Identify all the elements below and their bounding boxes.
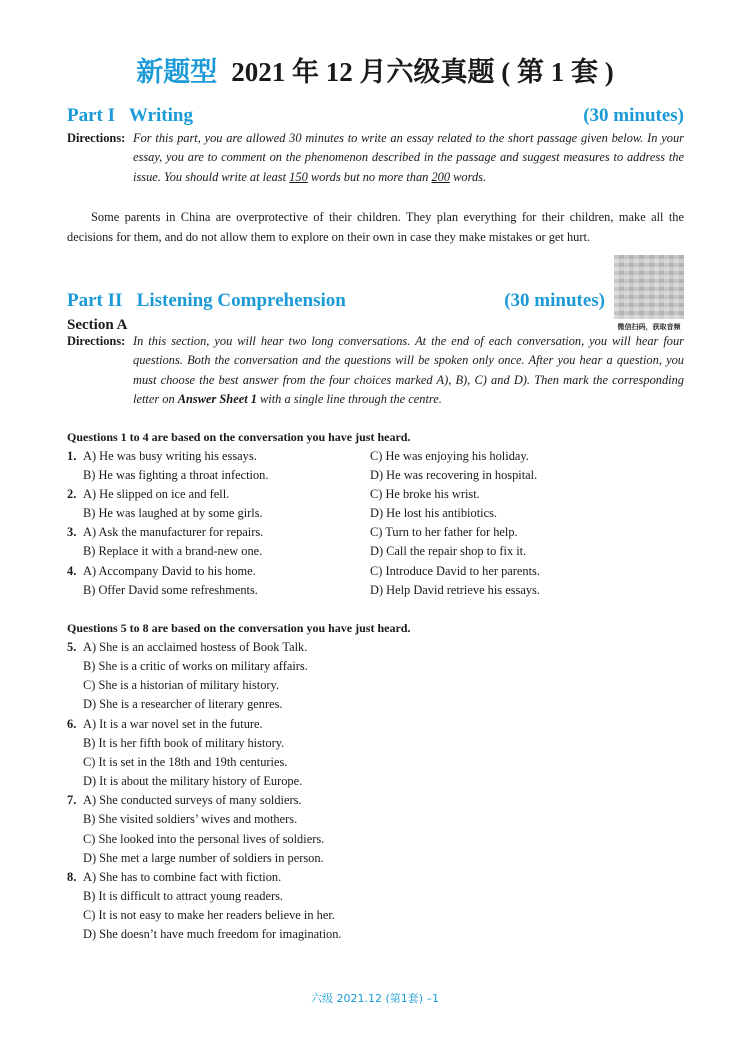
- part2-directions-1: In this section, you will hear two long conversations. At the end of each conversation, you will hear four questions. Both the conversation and the questions will be spoken only once. After you hear a question, you must choose the best answer from the four choices marked A), B), C) and D). Then mark the corresponding letter on: [133, 334, 684, 407]
- part1-directions-1: For this part, you are allowed 30 minutes to write an essay related to the short passage given below. In your essay, you are to comment on the phenomenon described in the passage and suggest measures to address the issue. You should write at least: [133, 131, 684, 184]
- part1-heading: [67, 104, 684, 128]
- option-a: A) It is a war novel set in the future.: [83, 717, 263, 731]
- option-d: D) Help David retrieve his essays.: [370, 583, 540, 597]
- group2-heading: Questions 5 to 8 are based on the conversation you have just heard.: [67, 621, 411, 635]
- question-number: 4.: [67, 564, 77, 578]
- option-c: C) She looked into the personal lives of soldiers.: [83, 832, 325, 846]
- page-footer: 六级 2021.12 (第1套) –1: [310, 992, 440, 1005]
- question-number: 1.: [67, 449, 77, 463]
- option-d: D) It is about the military history of Europe.: [83, 774, 303, 788]
- part1-words-min: 150: [289, 169, 308, 184]
- option-a: A) Accompany David to his home.: [83, 564, 256, 578]
- option-b: B) She visited soldiers’ wives and mothers.: [83, 812, 298, 826]
- option-d: D) She is a researcher of literary genres.: [83, 697, 283, 711]
- part2-directions-label: Directions:: [67, 334, 126, 348]
- option-d: D) He lost his antibiotics.: [370, 506, 497, 520]
- option-b: B) Offer David some refreshments.: [83, 583, 258, 597]
- part1-heading-text: Part I Writing: [67, 105, 193, 126]
- page-title: [0, 52, 750, 92]
- option-a: A) She has to combine fact with fiction.: [83, 870, 282, 884]
- option-c: C) It is set in the 18th and 19th centuries.: [83, 755, 288, 769]
- question-number: 2.: [67, 487, 77, 501]
- part2-directions: [67, 332, 684, 410]
- option-a: A) She is an acclaimed hostess of Book Talk.: [83, 640, 308, 654]
- section-a-heading: Section A: [67, 317, 128, 333]
- option-a: A) He was busy writing his essays.: [83, 449, 257, 463]
- option-b: B) Replace it with a brand-new one.: [83, 544, 263, 558]
- question-number: 3.: [67, 525, 77, 539]
- group1-heading: Questions 1 to 4 are based on the conversation you have just heard.: [67, 430, 411, 444]
- part2-time: (30 minutes): [504, 290, 605, 311]
- question-number: 8.: [67, 870, 77, 884]
- part1-directions-3: words.: [450, 169, 487, 184]
- question-number: 6.: [67, 717, 77, 731]
- part2-directions-text: [133, 332, 684, 410]
- part1-directions: [67, 129, 684, 187]
- part2-heading: [67, 289, 605, 313]
- option-a: A) He slipped on ice and fell.: [83, 487, 230, 501]
- option-b: B) He was laughed at by some girls.: [83, 506, 263, 520]
- part1-directions-label: Directions:: [67, 131, 126, 145]
- option-b: B) She is a critic of works on military affairs.: [83, 659, 308, 673]
- option-d: D) She doesn’t have much freedom for imagination.: [83, 927, 342, 941]
- option-c: C) He broke his wrist.: [370, 487, 480, 501]
- part2-directions-2: with a single line through the centre.: [256, 392, 442, 407]
- answer-sheet-ref: Answer Sheet 1: [177, 392, 257, 407]
- part1-passage: Some parents in China are overprotective of their children. They plan everything for their children, make all the decisions for them, and do not allow them to explore on their own in case they make mistakes or get hurt.: [67, 210, 684, 244]
- question-number: 5.: [67, 640, 77, 654]
- question-number: 7.: [67, 793, 77, 807]
- qr-code[interactable]: [614, 255, 684, 319]
- part1-words-max: 200: [431, 169, 451, 184]
- option-a: A) Ask the manufacturer for repairs.: [83, 525, 264, 539]
- option-a: A) She conducted surveys of many soldiers.: [83, 793, 302, 807]
- option-c: C) He was enjoying his holiday.: [370, 449, 529, 463]
- part1-directions-2: words but no more than: [307, 169, 432, 184]
- option-c: C) Introduce David to her parents.: [370, 564, 540, 578]
- part1-directions-text: [133, 129, 684, 187]
- qr-caption: 微信扫码，获取音频: [617, 323, 681, 331]
- option-d: D) He was recovering in hospital.: [370, 468, 538, 482]
- option-d: D) Call the repair shop to fix it.: [370, 544, 527, 558]
- option-c: C) She is a historian of military history.: [83, 678, 280, 692]
- option-b: B) It is her fifth book of military history.: [83, 736, 285, 750]
- part1-time: (30 minutes): [583, 105, 684, 126]
- option-b: B) He was fighting a throat infection.: [83, 468, 269, 482]
- title-main: 2021 年 12 月六级真题 ( 第 1 套 ): [231, 57, 614, 87]
- option-b: B) It is difficult to attract young readers.: [83, 889, 284, 903]
- option-c: C) It is not easy to make her readers believe in her.: [83, 908, 335, 922]
- part2-heading-text: Part II Listening Comprehension: [67, 290, 346, 311]
- title-tag: 新题型: [136, 57, 218, 87]
- option-d: D) She met a large number of soldiers in person.: [83, 851, 324, 865]
- option-c: C) Turn to her father for help.: [370, 525, 518, 539]
